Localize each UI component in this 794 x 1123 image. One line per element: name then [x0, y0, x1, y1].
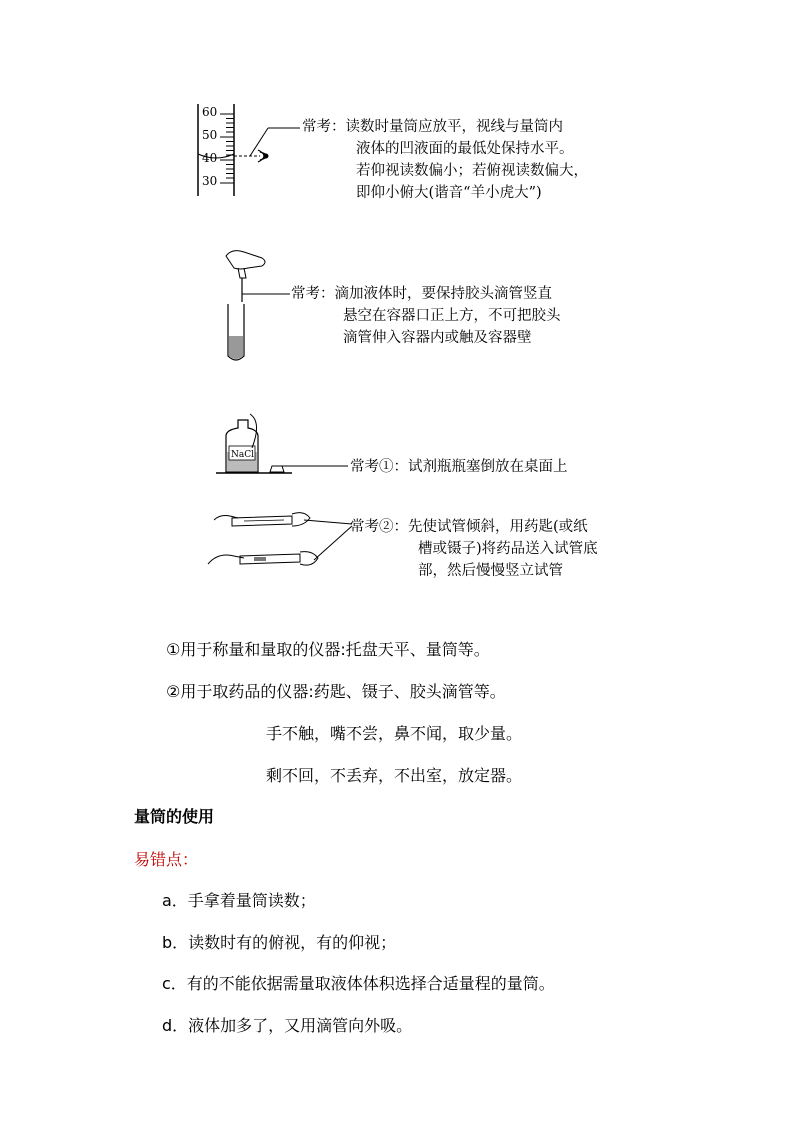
bottle-note [350, 456, 568, 478]
note-line: 即仰小俯大(谐音“羊小虎大”) [356, 185, 542, 201]
note-line: 读数时量筒应放平，视线与量筒内 [345, 119, 563, 135]
note-line: 槽或镊子)将药品送入试管底 [418, 541, 598, 557]
tick-60: 60 [202, 105, 218, 119]
note-label: 常考： [291, 286, 335, 302]
nacl-label: NaCl [231, 450, 255, 460]
dropper-figure [218, 244, 298, 364]
error-item-d: d．液体加多了，又用滴管向外吸。 [162, 1016, 413, 1035]
dropper-drawing [218, 244, 298, 364]
note-line: 部，然后慢慢竖立试管 [418, 563, 563, 579]
note-line: 试剂瓶瓶塞倒放在桌面上 [408, 459, 568, 475]
error-item-b: b．读数时有的俯视，有的仰视； [162, 933, 397, 952]
note-label: 常考①： [350, 459, 408, 475]
note-line: 滴管伸入容器内或触及容器壁 [343, 330, 532, 346]
error-item-a: a．手拿着量筒读数； [162, 891, 316, 910]
note-line: 液体的凹液面的最低处保持水平。 [356, 141, 574, 157]
rule-line-1: 手不触，嘴不尝，鼻不闻，取少量。 [266, 724, 523, 743]
note-line: 滴加液体时，要保持胶头滴管竖直 [334, 286, 552, 302]
reagent-bottle-figure [212, 412, 352, 478]
tick-50: 50 [202, 128, 218, 142]
cylinder-note [302, 116, 588, 204]
tick-30: 30 [202, 174, 218, 188]
dropper-note [291, 283, 561, 349]
error-item-c: c．有的不能依据需量取液体体积选择合适量程的量筒。 [162, 974, 555, 993]
note-line: 先使试管倾斜，用药匙(或纸 [408, 519, 588, 535]
reagent-bottle-drawing [212, 412, 352, 478]
test-tube-figure [204, 506, 354, 580]
cylinder-figure [190, 100, 310, 200]
tick-40: 40 [202, 151, 218, 165]
test-tube-note [350, 516, 598, 582]
note-label: 常考： [302, 119, 346, 135]
error-points-title: 易错点： [134, 850, 199, 869]
test-tube-drawing [204, 506, 354, 580]
instrument-item-2: ②用于取药品的仪器:药匙、镊子、胶头滴管等。 [166, 682, 506, 701]
rule-line-2: 剩不回，不丢弃，不出室，放定器。 [266, 766, 523, 785]
section-title: 量筒的使用 [134, 807, 215, 826]
instrument-item-1: ①用于称量和量取的仪器:托盘天平、量筒等。 [166, 640, 490, 659]
note-line: 若仰视读数偏小；若俯视读数偏大， [356, 163, 588, 179]
note-label: 常考②： [350, 519, 408, 535]
note-line: 悬空在容器口正上方，不可把胶头 [343, 308, 561, 324]
